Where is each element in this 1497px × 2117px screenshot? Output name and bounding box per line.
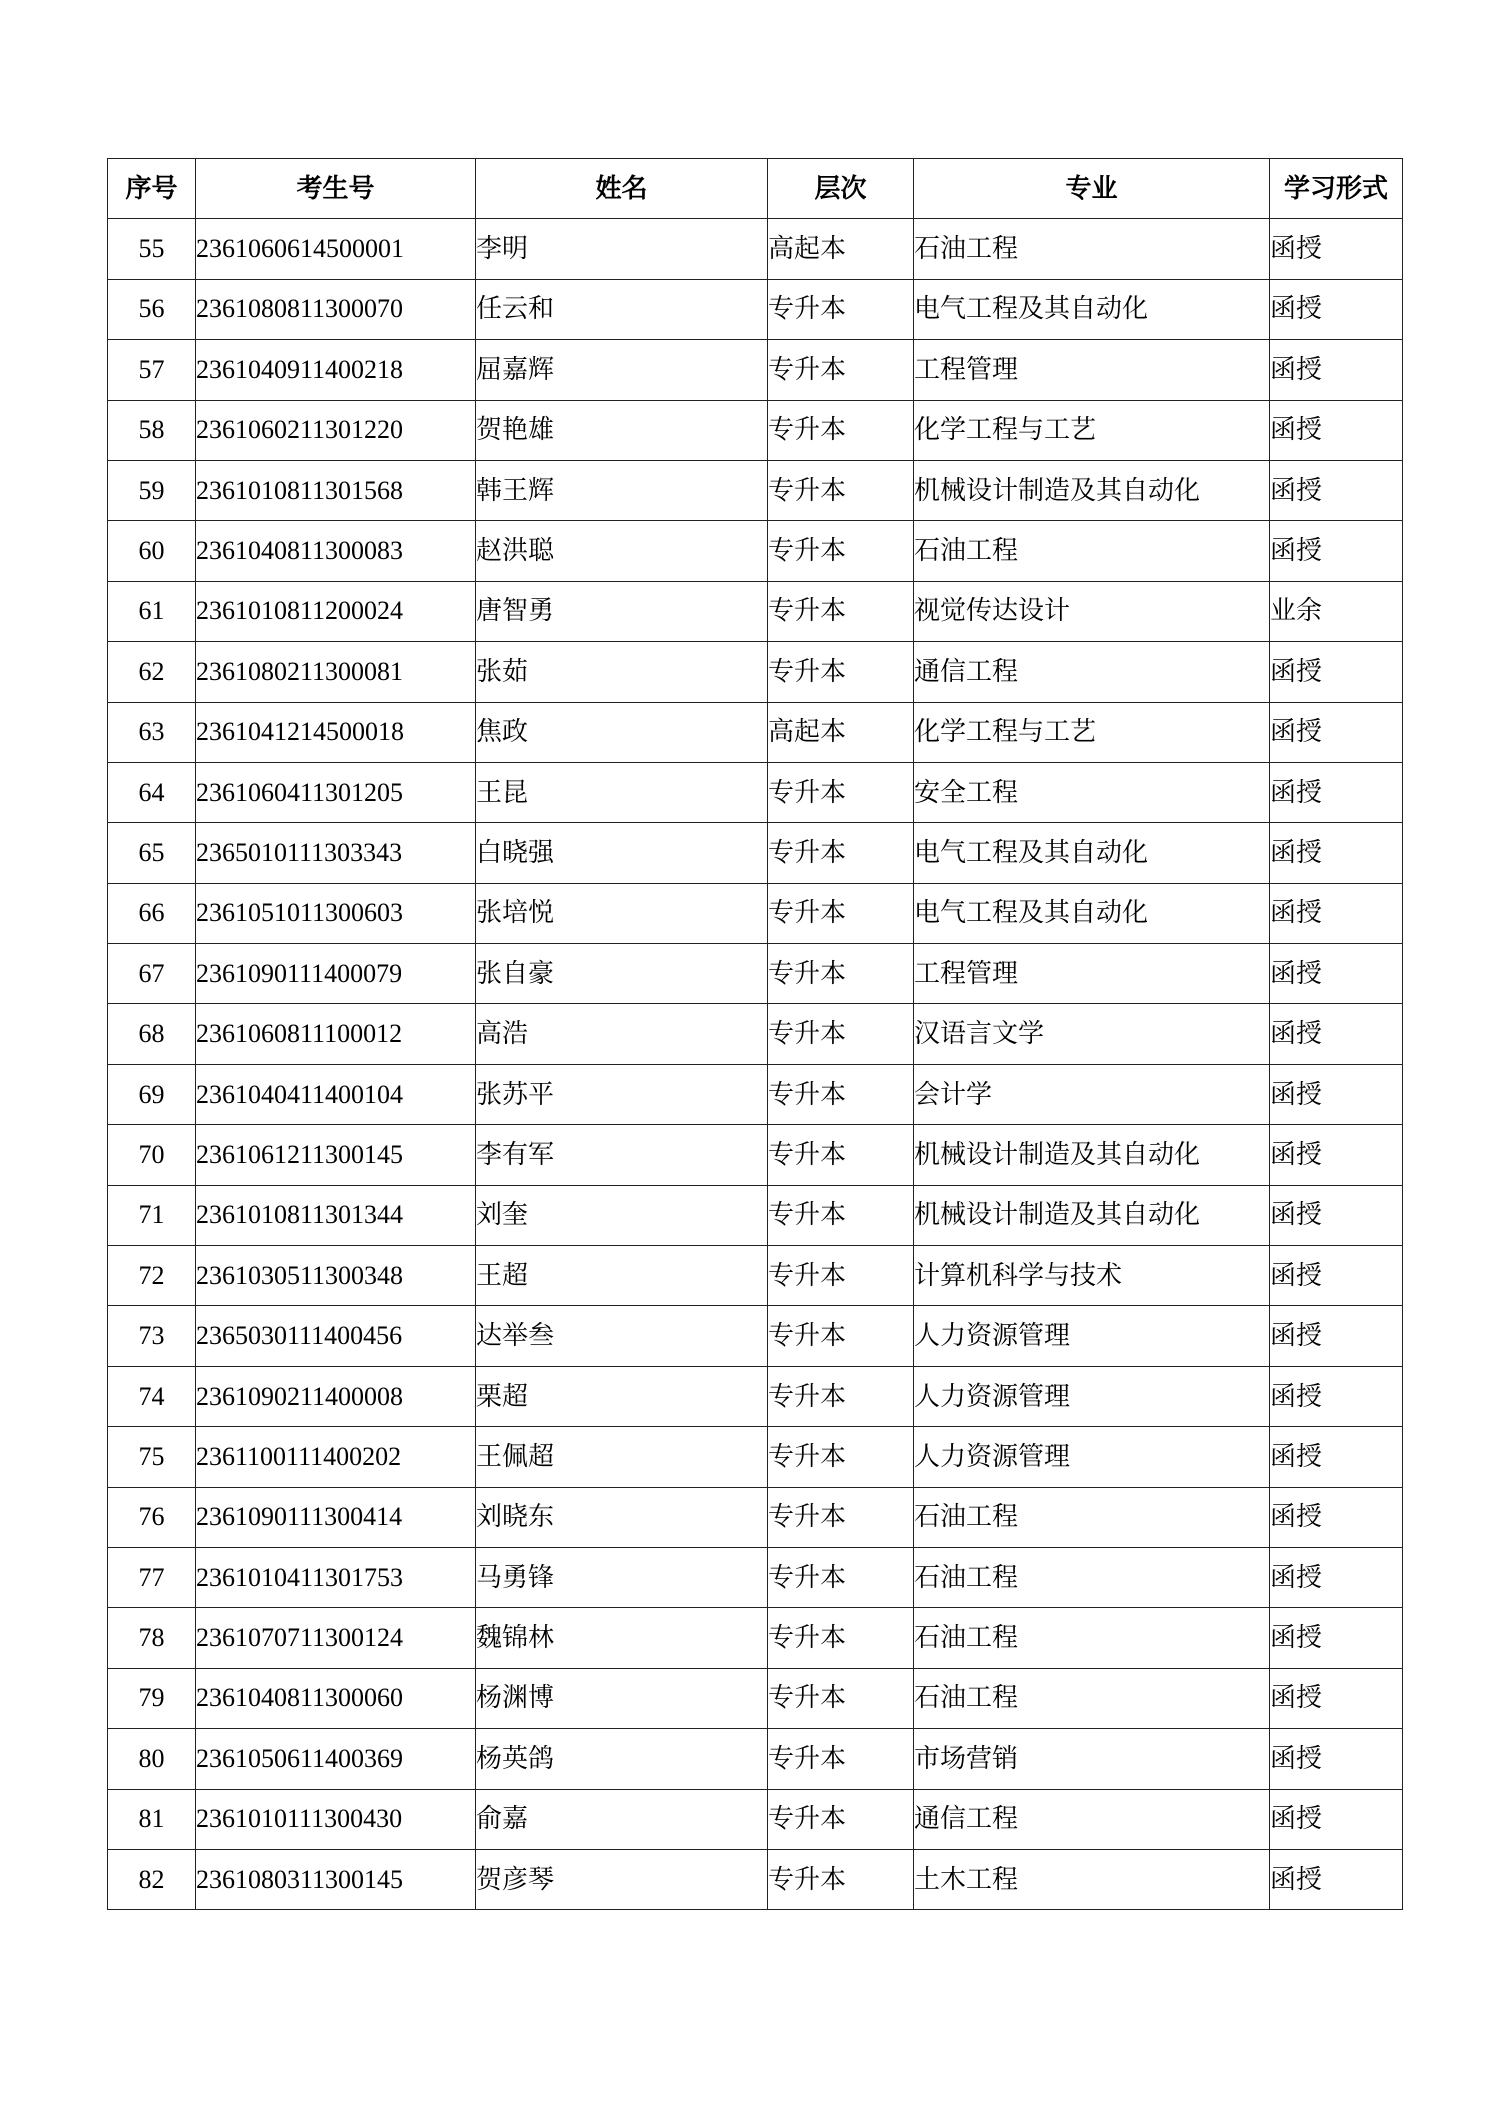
table-row bbox=[108, 1668, 1403, 1728]
cell-name: 任云和 bbox=[476, 279, 768, 339]
cell-level: 专升本 bbox=[768, 1427, 914, 1487]
cell-name: 栗超 bbox=[476, 1366, 768, 1426]
table-row bbox=[108, 1366, 1403, 1426]
table-row bbox=[108, 521, 1403, 581]
cell-seq: 67 bbox=[108, 944, 196, 1004]
cell-mode: 函授 bbox=[1270, 1608, 1403, 1668]
cell-name: 唐智勇 bbox=[476, 581, 768, 641]
cell-seq: 70 bbox=[108, 1125, 196, 1185]
cell-level: 专升本 bbox=[768, 1366, 914, 1426]
cell-name: 刘奎 bbox=[476, 1185, 768, 1245]
table-header-row bbox=[108, 159, 1403, 219]
student-roster-table bbox=[107, 158, 1403, 1910]
cell-seq: 61 bbox=[108, 581, 196, 641]
cell-mode: 函授 bbox=[1270, 1668, 1403, 1728]
cell-exam-id: 2361040811300060 bbox=[196, 1668, 476, 1728]
cell-level: 专升本 bbox=[768, 279, 914, 339]
table-body bbox=[108, 219, 1403, 1910]
cell-exam-id: 2361010411301753 bbox=[196, 1547, 476, 1607]
cell-exam-id: 2361010811200024 bbox=[196, 581, 476, 641]
cell-exam-id: 2361100111400202 bbox=[196, 1427, 476, 1487]
cell-exam-id: 2361060211301220 bbox=[196, 400, 476, 460]
cell-name: 杨渊博 bbox=[476, 1668, 768, 1728]
cell-exam-id: 2361010811301568 bbox=[196, 460, 476, 520]
cell-exam-id: 2361090111300414 bbox=[196, 1487, 476, 1547]
cell-name: 贺彦琴 bbox=[476, 1849, 768, 1909]
table-row bbox=[108, 1789, 1403, 1849]
cell-seq: 69 bbox=[108, 1064, 196, 1124]
cell-mode: 函授 bbox=[1270, 823, 1403, 883]
cell-mode: 函授 bbox=[1270, 762, 1403, 822]
cell-seq: 66 bbox=[108, 883, 196, 943]
cell-name: 高浩 bbox=[476, 1004, 768, 1064]
cell-mode: 函授 bbox=[1270, 219, 1403, 279]
table-row bbox=[108, 279, 1403, 339]
cell-name: 马勇锋 bbox=[476, 1547, 768, 1607]
table-row bbox=[108, 1125, 1403, 1185]
cell-seq: 79 bbox=[108, 1668, 196, 1728]
table-row bbox=[108, 219, 1403, 279]
cell-exam-id: 2361050611400369 bbox=[196, 1729, 476, 1789]
table-row bbox=[108, 944, 1403, 1004]
cell-exam-id: 2361080211300081 bbox=[196, 642, 476, 702]
cell-major: 通信工程 bbox=[914, 642, 1270, 702]
cell-exam-id: 2365030111400456 bbox=[196, 1306, 476, 1366]
cell-mode: 业余 bbox=[1270, 581, 1403, 641]
cell-exam-id: 2361040911400218 bbox=[196, 340, 476, 400]
cell-seq: 76 bbox=[108, 1487, 196, 1547]
cell-mode: 函授 bbox=[1270, 1064, 1403, 1124]
cell-major: 机械设计制造及其自动化 bbox=[914, 1125, 1270, 1185]
cell-seq: 58 bbox=[108, 400, 196, 460]
cell-major: 机械设计制造及其自动化 bbox=[914, 460, 1270, 520]
cell-name: 王超 bbox=[476, 1246, 768, 1306]
cell-seq: 74 bbox=[108, 1366, 196, 1426]
header-name: 姓名 bbox=[476, 159, 768, 219]
cell-exam-id: 2361041214500018 bbox=[196, 702, 476, 762]
cell-major: 汉语言文学 bbox=[914, 1004, 1270, 1064]
cell-exam-id: 2361090111400079 bbox=[196, 944, 476, 1004]
table-row bbox=[108, 581, 1403, 641]
cell-mode: 函授 bbox=[1270, 1547, 1403, 1607]
table-row bbox=[108, 1849, 1403, 1909]
cell-major: 安全工程 bbox=[914, 762, 1270, 822]
cell-seq: 63 bbox=[108, 702, 196, 762]
cell-mode: 函授 bbox=[1270, 279, 1403, 339]
header-mode: 学习形式 bbox=[1270, 159, 1403, 219]
cell-mode: 函授 bbox=[1270, 944, 1403, 1004]
cell-mode: 函授 bbox=[1270, 1729, 1403, 1789]
cell-level: 专升本 bbox=[768, 1608, 914, 1668]
cell-exam-id: 2361090211400008 bbox=[196, 1366, 476, 1426]
cell-mode: 函授 bbox=[1270, 1427, 1403, 1487]
cell-major: 石油工程 bbox=[914, 1668, 1270, 1728]
cell-mode: 函授 bbox=[1270, 702, 1403, 762]
table-row bbox=[108, 642, 1403, 702]
cell-level: 专升本 bbox=[768, 1064, 914, 1124]
cell-level: 高起本 bbox=[768, 702, 914, 762]
cell-mode: 函授 bbox=[1270, 1789, 1403, 1849]
cell-major: 工程管理 bbox=[914, 944, 1270, 1004]
cell-major: 通信工程 bbox=[914, 1789, 1270, 1849]
cell-seq: 78 bbox=[108, 1608, 196, 1668]
cell-level: 专升本 bbox=[768, 1849, 914, 1909]
cell-exam-id: 2361040411400104 bbox=[196, 1064, 476, 1124]
cell-name: 俞嘉 bbox=[476, 1789, 768, 1849]
header-seq: 序号 bbox=[108, 159, 196, 219]
cell-major: 化学工程与工艺 bbox=[914, 400, 1270, 460]
cell-major: 石油工程 bbox=[914, 521, 1270, 581]
cell-mode: 函授 bbox=[1270, 1125, 1403, 1185]
cell-major: 石油工程 bbox=[914, 1608, 1270, 1668]
cell-exam-id: 2361080811300070 bbox=[196, 279, 476, 339]
cell-level: 专升本 bbox=[768, 521, 914, 581]
table-row bbox=[108, 1547, 1403, 1607]
cell-major: 电气工程及其自动化 bbox=[914, 883, 1270, 943]
cell-major: 电气工程及其自动化 bbox=[914, 279, 1270, 339]
cell-level: 专升本 bbox=[768, 1487, 914, 1547]
cell-level: 专升本 bbox=[768, 1246, 914, 1306]
cell-mode: 函授 bbox=[1270, 340, 1403, 400]
cell-level: 专升本 bbox=[768, 1306, 914, 1366]
cell-mode: 函授 bbox=[1270, 1306, 1403, 1366]
cell-exam-id: 2361030511300348 bbox=[196, 1246, 476, 1306]
cell-mode: 函授 bbox=[1270, 1246, 1403, 1306]
cell-exam-id: 2361070711300124 bbox=[196, 1608, 476, 1668]
cell-major: 机械设计制造及其自动化 bbox=[914, 1185, 1270, 1245]
cell-mode: 函授 bbox=[1270, 400, 1403, 460]
cell-level: 专升本 bbox=[768, 1547, 914, 1607]
cell-name: 王昆 bbox=[476, 762, 768, 822]
cell-mode: 函授 bbox=[1270, 642, 1403, 702]
cell-seq: 77 bbox=[108, 1547, 196, 1607]
table-row bbox=[108, 340, 1403, 400]
cell-seq: 62 bbox=[108, 642, 196, 702]
header-exam-id: 考生号 bbox=[196, 159, 476, 219]
cell-major: 石油工程 bbox=[914, 1487, 1270, 1547]
cell-exam-id: 2361080311300145 bbox=[196, 1849, 476, 1909]
cell-mode: 函授 bbox=[1270, 1004, 1403, 1064]
cell-level: 专升本 bbox=[768, 1729, 914, 1789]
cell-level: 专升本 bbox=[768, 823, 914, 883]
cell-seq: 64 bbox=[108, 762, 196, 822]
cell-seq: 75 bbox=[108, 1427, 196, 1487]
table-row bbox=[108, 1487, 1403, 1547]
table-row bbox=[108, 702, 1403, 762]
cell-major: 市场营销 bbox=[914, 1729, 1270, 1789]
cell-exam-id: 2361061211300145 bbox=[196, 1125, 476, 1185]
cell-level: 专升本 bbox=[768, 340, 914, 400]
cell-name: 达举叁 bbox=[476, 1306, 768, 1366]
cell-seq: 57 bbox=[108, 340, 196, 400]
cell-major: 工程管理 bbox=[914, 340, 1270, 400]
cell-level: 高起本 bbox=[768, 219, 914, 279]
cell-level: 专升本 bbox=[768, 762, 914, 822]
table-row bbox=[108, 1729, 1403, 1789]
cell-seq: 55 bbox=[108, 219, 196, 279]
cell-name: 李明 bbox=[476, 219, 768, 279]
cell-major: 石油工程 bbox=[914, 219, 1270, 279]
cell-seq: 60 bbox=[108, 521, 196, 581]
cell-exam-id: 2361040811300083 bbox=[196, 521, 476, 581]
cell-seq: 71 bbox=[108, 1185, 196, 1245]
cell-name: 张茹 bbox=[476, 642, 768, 702]
cell-seq: 72 bbox=[108, 1246, 196, 1306]
table-row bbox=[108, 400, 1403, 460]
cell-level: 专升本 bbox=[768, 944, 914, 1004]
cell-major: 土木工程 bbox=[914, 1849, 1270, 1909]
cell-mode: 函授 bbox=[1270, 883, 1403, 943]
table-row bbox=[108, 1185, 1403, 1245]
cell-seq: 59 bbox=[108, 460, 196, 520]
cell-mode: 函授 bbox=[1270, 1366, 1403, 1426]
cell-exam-id: 2361010111300430 bbox=[196, 1789, 476, 1849]
cell-mode: 函授 bbox=[1270, 521, 1403, 581]
cell-name: 屈嘉辉 bbox=[476, 340, 768, 400]
cell-exam-id: 2361060614500001 bbox=[196, 219, 476, 279]
header-major: 专业 bbox=[914, 159, 1270, 219]
cell-exam-id: 2361051011300603 bbox=[196, 883, 476, 943]
cell-name: 刘晓东 bbox=[476, 1487, 768, 1547]
cell-major: 石油工程 bbox=[914, 1547, 1270, 1607]
table-row bbox=[108, 1064, 1403, 1124]
cell-name: 白晓强 bbox=[476, 823, 768, 883]
cell-mode: 函授 bbox=[1270, 1487, 1403, 1547]
cell-seq: 82 bbox=[108, 1849, 196, 1909]
cell-level: 专升本 bbox=[768, 1789, 914, 1849]
header-level: 层次 bbox=[768, 159, 914, 219]
table-row bbox=[108, 1427, 1403, 1487]
cell-major: 人力资源管理 bbox=[914, 1366, 1270, 1426]
cell-name: 韩王辉 bbox=[476, 460, 768, 520]
cell-level: 专升本 bbox=[768, 460, 914, 520]
cell-seq: 73 bbox=[108, 1306, 196, 1366]
cell-major: 会计学 bbox=[914, 1064, 1270, 1124]
cell-name: 张自豪 bbox=[476, 944, 768, 1004]
cell-exam-id: 2361060811100012 bbox=[196, 1004, 476, 1064]
cell-level: 专升本 bbox=[768, 1185, 914, 1245]
cell-level: 专升本 bbox=[768, 642, 914, 702]
table-row bbox=[108, 460, 1403, 520]
cell-major: 电气工程及其自动化 bbox=[914, 823, 1270, 883]
cell-name: 焦政 bbox=[476, 702, 768, 762]
cell-major: 人力资源管理 bbox=[914, 1306, 1270, 1366]
cell-major: 计算机科学与技术 bbox=[914, 1246, 1270, 1306]
table-row bbox=[108, 1004, 1403, 1064]
cell-exam-id: 2361010811301344 bbox=[196, 1185, 476, 1245]
cell-major: 人力资源管理 bbox=[914, 1427, 1270, 1487]
cell-level: 专升本 bbox=[768, 1125, 914, 1185]
table-row bbox=[108, 1608, 1403, 1668]
cell-level: 专升本 bbox=[768, 1004, 914, 1064]
cell-name: 王佩超 bbox=[476, 1427, 768, 1487]
cell-name: 赵洪聪 bbox=[476, 521, 768, 581]
cell-mode: 函授 bbox=[1270, 1185, 1403, 1245]
cell-exam-id: 2361060411301205 bbox=[196, 762, 476, 822]
cell-level: 专升本 bbox=[768, 400, 914, 460]
cell-seq: 65 bbox=[108, 823, 196, 883]
cell-major: 视觉传达设计 bbox=[914, 581, 1270, 641]
cell-name: 贺艳雄 bbox=[476, 400, 768, 460]
table-row bbox=[108, 823, 1403, 883]
cell-mode: 函授 bbox=[1270, 460, 1403, 520]
cell-major: 化学工程与工艺 bbox=[914, 702, 1270, 762]
cell-name: 张苏平 bbox=[476, 1064, 768, 1124]
cell-seq: 81 bbox=[108, 1789, 196, 1849]
cell-seq: 68 bbox=[108, 1004, 196, 1064]
table-row bbox=[108, 762, 1403, 822]
cell-name: 魏锦林 bbox=[476, 1608, 768, 1668]
cell-exam-id: 2365010111303343 bbox=[196, 823, 476, 883]
cell-mode: 函授 bbox=[1270, 1849, 1403, 1909]
cell-name: 李有军 bbox=[476, 1125, 768, 1185]
cell-seq: 56 bbox=[108, 279, 196, 339]
cell-name: 张培悦 bbox=[476, 883, 768, 943]
table-row bbox=[108, 1306, 1403, 1366]
cell-level: 专升本 bbox=[768, 581, 914, 641]
cell-seq: 80 bbox=[108, 1729, 196, 1789]
table-row bbox=[108, 883, 1403, 943]
cell-name: 杨英鸽 bbox=[476, 1729, 768, 1789]
cell-level: 专升本 bbox=[768, 1668, 914, 1728]
cell-level: 专升本 bbox=[768, 883, 914, 943]
table-row bbox=[108, 1246, 1403, 1306]
